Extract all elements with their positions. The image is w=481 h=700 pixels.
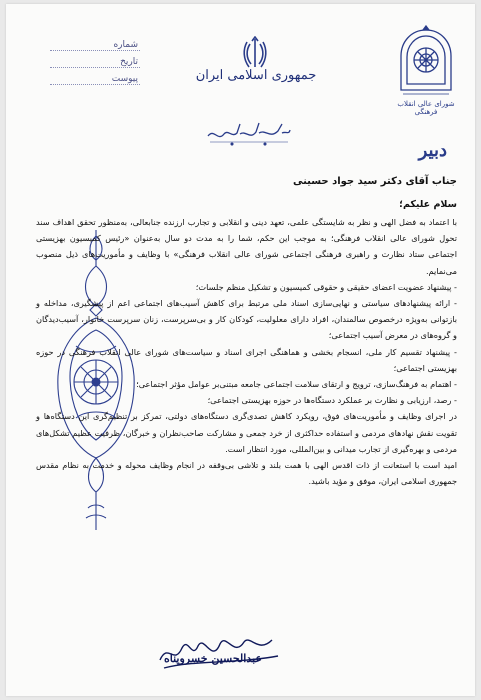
meta-attachment-label: پیوست: [111, 74, 138, 84]
duty-item: - پیشنهاد عضویت اعضای حقیقی و حقوقی کمیسیون و تشکیل منظم جلسات؛: [195, 281, 457, 292]
signatory-name: عبدالحسین خسروپناه: [164, 652, 262, 665]
duty-item: - رصد، ارزیابی و نظارت بر عملکرد دستگاه‌ها در حوزه بهزیستی اجتماعی؛: [207, 395, 457, 406]
meta-attachment-row: [50, 68, 140, 85]
meta-number-label: شماره: [113, 40, 138, 50]
intro-paragraph: با اعتماد به فضل الهی و نظر به شایستگی علمی، تعهد دینی و انقلابی و تجارب ارزنده جنابعالی، به‌منظور تحقق اهداف سند تحول شورای عالی انقلاب فرهنگی؛ به موجب این حکم، شما را به مدت دو سال به‌عنوان «رئیس کمیسیون بهزیستی اجتماعی ستاد نظارت و راهبری فرهنگی اجتماعی شورای عالی انقلاب فرهنگی» با وظایف و مأموریت‌های ذیل منصوب می‌نمایم.: [36, 217, 457, 276]
duty-item: - پیشنهاد تقسیم کار ملی، انسجام بخشی و هماهنگی اجرای اسناد و سیاست‌های شورای عالی انقلاب فرهنگی در حوزه بهزیستی اجتماعی؛: [36, 346, 457, 373]
letter-body: [36, 176, 457, 489]
republic-title: جمهوری اسلامی ایران: [195, 68, 317, 83]
meta-date-label: تاریخ: [120, 57, 138, 67]
dabir-heading: دبیر: [418, 140, 447, 161]
letter-page: [6, 4, 475, 696]
letter-meta: [50, 34, 140, 85]
iran-emblem-icon: [242, 36, 268, 70]
greeting-line: سلام علیکم؛: [399, 199, 457, 210]
meta-date-row: [50, 51, 140, 68]
closing-paragraph: در اجرای وظایف و مأموریت‌های فوق، رویکرد کاهش تصدی‌گری دستگاه‌های دولتی، تمرکز بر تنظیم‌گری این دستگاه‌ها و تقویت نقش نهادهای مردمی و استفاده حداکثری از خرد جمعی و مشارکت صاحب‌نظران و خبرگان، ظرفیت عظیم تشکل‌های مردمی و بهره‌گیری از تجارب میدانی و بین‌المللی، مورد انتظار است.: [36, 411, 457, 454]
basmala-calligraphy: [204, 118, 294, 148]
duty-item: - ارائه پیشنهادهای سیاستی و نهایی‌سازی اسناد ملی مرتبط برای کاهش آسیب‌های اجتماعی اعم از پیشگیری، مداخله و بازتوانی به‌ویژه درخصوص سالمندان، افراد دارای معلولیت، کودکان کار و بی‌سرپرست، زنان سرپرست خانوار، آسیب‌دیدگان و گروه‌های در معرض آسیب اجتماعی؛: [36, 298, 457, 341]
logo-caption: شورای عالی انقلاب فرهنگی: [397, 100, 455, 116]
recipient-line: جناب آقای دکتر سید جواد حسینی: [292, 176, 457, 187]
duty-item: - اهتمام به فرهنگ‌سازی، ترویج و ارتقای سلامت اجتماعی جامعه مبتنی‌بر عوامل مؤثر اجتماعی؛: [136, 379, 457, 390]
prayer-paragraph: امید است با استعانت از ذات اقدس الهی با همت بلند و تلاشی بی‌وقفه در انجام وظایف محوله و خدمت به نظام مقدس جمهوری اسلامی ایران، موفق و مؤید باشید.: [36, 460, 457, 487]
meta-number-row: [50, 34, 140, 51]
